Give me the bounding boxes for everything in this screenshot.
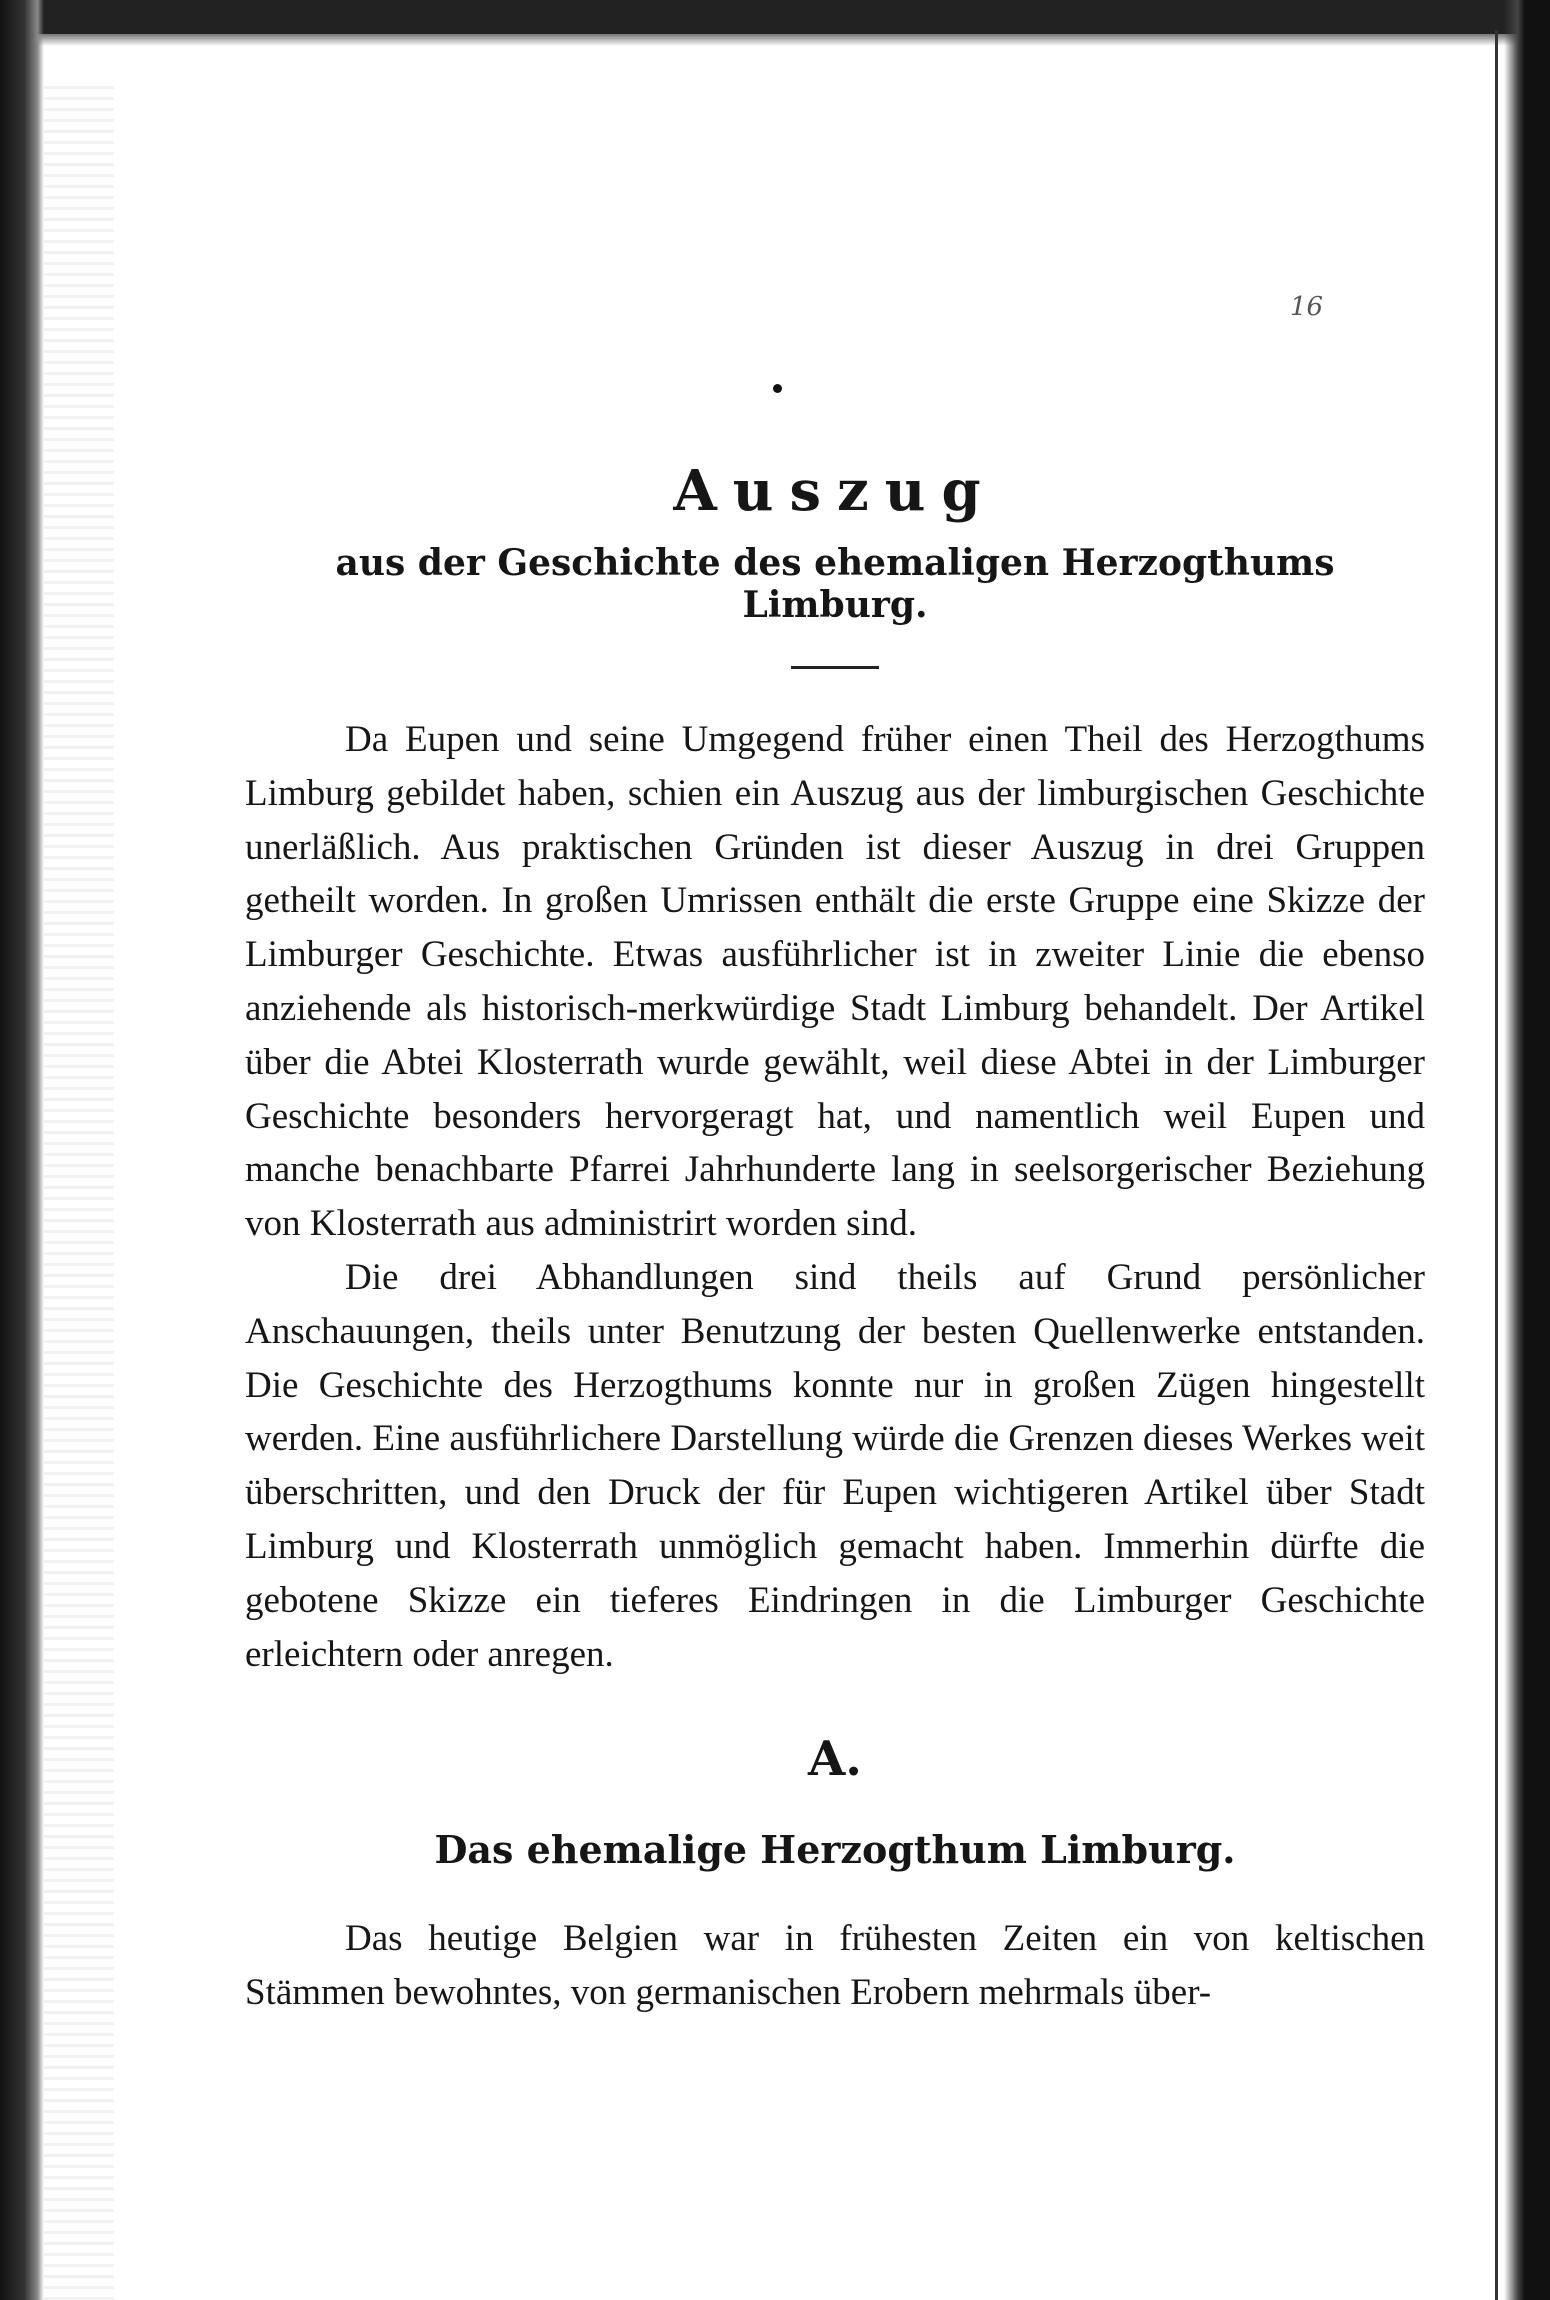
section-title: Das ehemalige Herzogthum Limburg. (434, 1827, 1236, 1873)
section-paragraph-1: Das heutige Belgien war in frühesten Zeiten ein von keltischen Stämmen bewohntes, von germanischen Erobern mehrmals über- (245, 1918, 1425, 2014)
page-body (245, 440, 1425, 2020)
ink-dot (773, 384, 782, 393)
scan-edge-top (0, 0, 1550, 34)
intro-paragraph-1: Da Eupen und seine Umgegend früher einen Theil des Herzogthums Limburg gebildet haben, schien ein Auszug aus der limburgischen Geschichte unerläßlich. Aus praktischen Gründen ist dieser Auszug in drei Gruppen getheilt worden. In großen Umrissen enthält die erste Gruppe eine Skizze der Limburger Geschichte. Etwas ausführlicher ist in zweiter Linie die ebenso anziehende als historisch-merkwürdige Stadt Limburg behandelt. Der Artikel über die Abtei Klosterrath wurde gewählt, weil diese Abtei in der Limburger Geschichte besonders hervorgeragt hat, und namentlich weil Eupen und manche benachbarte Pfarrei Jahrhunderte lang in seelsorgerischer Beziehung von Klosterrath aus administrirt worden sind. (245, 719, 1425, 1245)
intro-paragraph-2: Die drei Abhandlungen sind theils auf Grund persönlicher Anschauungen, theils unter Benutzung der besten Quellenwerke entstanden. Die Geschichte des Herzogthums konnte nur in großen Zügen hingestellt werden. Eine ausführlichere Darstellung würde die Grenzen dieses Werkes weit überschritten, und den Druck der für Eupen wichtigeren Artikel über Stadt Limburg und Klosterrath unmöglich gemacht haben. Immerhin dürfte die gebotene Skizze ein tieferes Eindringen in die Limburger Geschichte erleichtern oder anregen. (245, 1256, 1425, 1675)
scan-edge-right (1504, 0, 1550, 2300)
page-folio-mark: 16 (1290, 292, 1324, 322)
page-subtitle: aus der Geschichte des ehemaligen Herzogthums Limburg. (335, 542, 1335, 626)
scan-edge-left-noise (44, 80, 114, 2300)
scan-edge-right-line (1495, 30, 1498, 2300)
section-letter: A. (808, 1731, 862, 1788)
scan-edge-top-shadow (0, 34, 1550, 46)
title-divider (791, 666, 879, 669)
scan-edge-left (0, 0, 44, 2300)
page-title: Auszug (673, 458, 997, 524)
